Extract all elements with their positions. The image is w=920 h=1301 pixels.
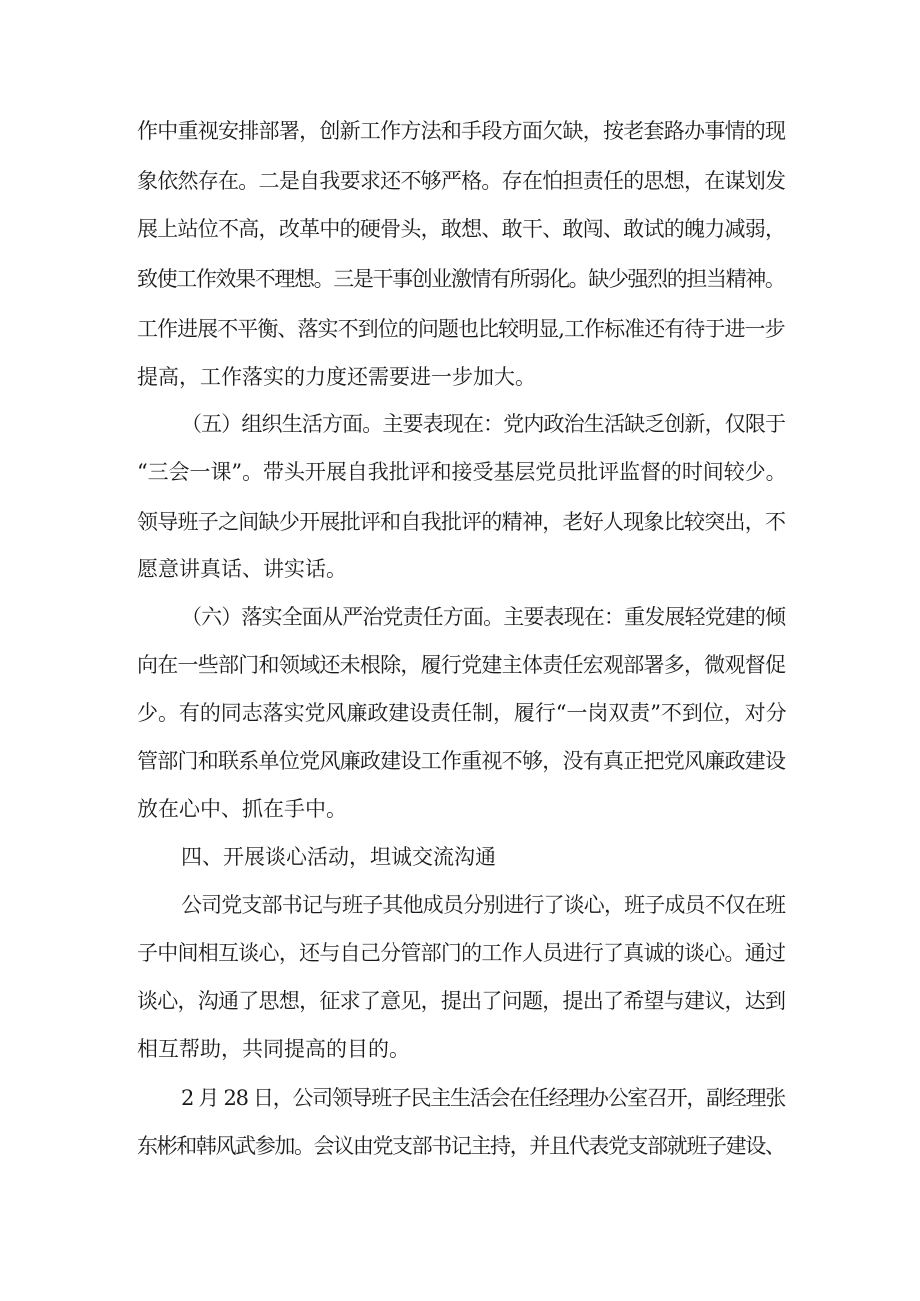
text-line: 管部门和联系单位党风廉政建设工作重视不够，没有真正把党风廉政建设 [137, 749, 786, 773]
text-line: 领导班子之间缺少开展批评和自我批评的精神，老好人现象比较突出，不 [137, 510, 786, 534]
text-line: （六）落实全面从严治党责任方面。主要表现在：重发展轻党建的倾 [181, 605, 786, 629]
text-line: 相互帮助，共同提高的目的。 [137, 1037, 410, 1061]
text-line: 愿意讲真话、讲实话。 [137, 557, 347, 581]
text-line: 象依然存在。二是自我要求还不够严格。存在怕担责任的思想，在谋划发 [137, 169, 786, 193]
text-line: 放在心中、抓在手中。 [137, 797, 347, 821]
text-line: 谈心，沟通了思想，征求了意见，提出了问题，提出了希望与建议，达到 [137, 989, 786, 1013]
text-line: 展上站位不高，改革中的硬骨头，敢想、敢干、敢闯、敢试的魄力减弱， [137, 217, 786, 241]
text-line: 作中重视安排部署，创新工作方法和手段方面欠缺，按老套路办事情的现 [137, 119, 786, 143]
text-line: 子中间相互谈心，还与自己分管部门的工作人员进行了真诚的谈心。通过 [137, 941, 786, 965]
text-line: 2 月 28 日，公司领导班子民主生活会在任经理办公室召开，副经理张 [181, 1086, 785, 1110]
text-line: 少。有的同志落实党风廉政建设责任制，履行“一岗双责”不到位，对分 [137, 701, 787, 725]
text-line: 公司党支部书记与班子其他成员分别进行了谈心，班子成员不仅在班 [181, 893, 786, 917]
text-line: 提高，工作落实的力度还需要进一步加大。 [137, 365, 536, 389]
text-line: （五）组织生活方面。主要表现在：党内政治生活缺乏创新，仅限于 [181, 412, 786, 436]
text-line: “三会一课”。带头开展自我批评和接受基层党员批评监督的时间较少。 [137, 460, 787, 484]
section-heading: 四、开展谈心活动，坦诚交流沟通 [181, 845, 496, 869]
text-line: 工作进展不平衡、落实不到位的问题也比较明显,工作标准还有待于进一步 [137, 317, 785, 341]
text-line: 东彬和韩风武参加。会议由党支部书记主持，并且代表党支部就班子建设、 [137, 1134, 785, 1158]
text-line: 向在一些部门和领域还未根除，履行党建主体责任宏观部署多，微观督促 [137, 653, 786, 677]
text-line: 致使工作效果不理想。三是干事创业激情有所弱化。缺少强烈的担当精神。 [137, 267, 785, 291]
